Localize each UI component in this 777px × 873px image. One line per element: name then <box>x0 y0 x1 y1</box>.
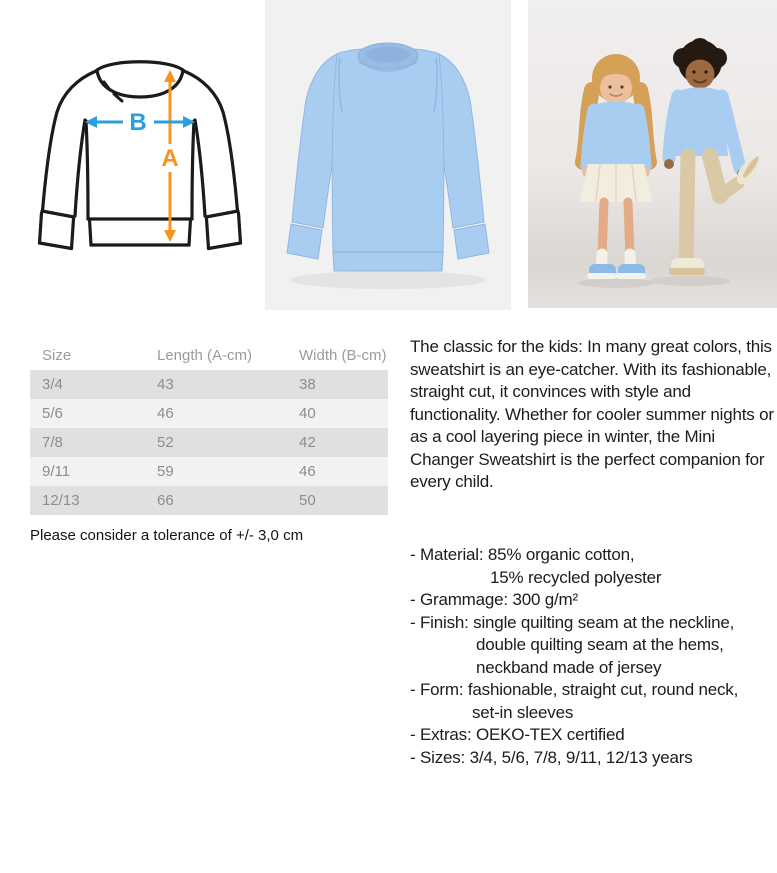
cell-width: 42 <box>299 434 316 451</box>
spec-line-grammage: - Grammage: 300 g/m² <box>410 590 578 609</box>
cell-length: 59 <box>157 463 174 480</box>
table-row <box>30 399 388 428</box>
cell-length: 66 <box>157 492 174 509</box>
col-header-width: Width (B-cm) <box>298 340 388 370</box>
product-photo-image[interactable] <box>265 0 511 310</box>
spec-line-finish-2: double quilting seam at the hems, <box>476 635 724 654</box>
sweatshirt-measurement-diagram <box>0 0 262 310</box>
width-arrow-b-icon <box>85 109 195 136</box>
product-description: The classic for the kids: In many great colors, this sweatshirt is an eye-catcher. With its fashionable, straight cut, it convinces with style and functionality. Whether for cooler summer nights or as a cool layering piece in winter, the Mini Changer Sweatshirt is the perfect companion for every child. <box>410 337 774 491</box>
table-row <box>30 486 388 515</box>
cell-length: 43 <box>157 376 174 393</box>
size-table <box>30 340 388 515</box>
sweatshirt-outline <box>40 62 241 249</box>
spec-line-extras: - Extras: OEKO-TEX certified <box>410 725 625 744</box>
cell-size: 9/11 <box>42 463 71 480</box>
cell-width: 50 <box>299 492 316 509</box>
cell-length: 52 <box>157 434 174 451</box>
cell-length: 46 <box>157 405 174 422</box>
spec-line-form: - Form: fashionable, straight cut, round neck, <box>410 680 739 699</box>
blue-sweatshirt-flatlay <box>265 0 511 310</box>
shirt-shadow <box>290 271 486 289</box>
spec-line-finish: - Finish: single quilting seam at the neckline, <box>410 612 735 632</box>
spec-line-sizes: - Sizes: 3/4, 5/6, 7/8, 9/11, 12/13 years <box>410 747 693 767</box>
cell-size: 5/6 <box>42 405 63 422</box>
arrow-b-label: B <box>129 109 147 136</box>
kids-models-photo[interactable] <box>528 0 777 308</box>
cell-width: 46 <box>299 463 316 480</box>
col-header-length: Length (A-cm) <box>156 340 298 370</box>
length-arrow-a-icon <box>161 70 178 242</box>
girl-model <box>580 54 652 279</box>
size-table-header-row <box>30 340 388 370</box>
cell-size: 3/4 <box>42 376 63 393</box>
boy-shadow <box>650 276 730 286</box>
collar-opening <box>366 47 410 63</box>
cell-width: 40 <box>299 405 316 422</box>
spec-line-finish-3: neckband made of jersey <box>476 657 662 677</box>
boy-model <box>664 38 761 275</box>
table-row <box>30 457 388 486</box>
two-kids-wearing-sweatshirts <box>528 0 777 308</box>
cell-width: 38 <box>299 376 316 393</box>
cell-size: 7/8 <box>42 434 63 451</box>
tolerance-note: Please consider a tolerance of +/- 3,0 cm <box>30 527 304 544</box>
measurement-diagram-image[interactable] <box>0 0 262 310</box>
spec-line-material-2: 15% recycled polyester <box>490 567 662 587</box>
cell-size: 12/13 <box>42 492 80 509</box>
arrow-a-label: A <box>161 145 179 172</box>
col-header-size: Size <box>30 340 156 370</box>
spec-list <box>410 544 777 769</box>
spec-line-form-2: set-in sleeves <box>472 702 574 722</box>
table-row <box>30 370 388 399</box>
sweatshirt-shape <box>287 48 489 271</box>
spec-line-material: - Material: 85% organic cotton, <box>410 545 635 564</box>
girl-shadow <box>578 278 654 288</box>
table-row <box>30 428 388 457</box>
